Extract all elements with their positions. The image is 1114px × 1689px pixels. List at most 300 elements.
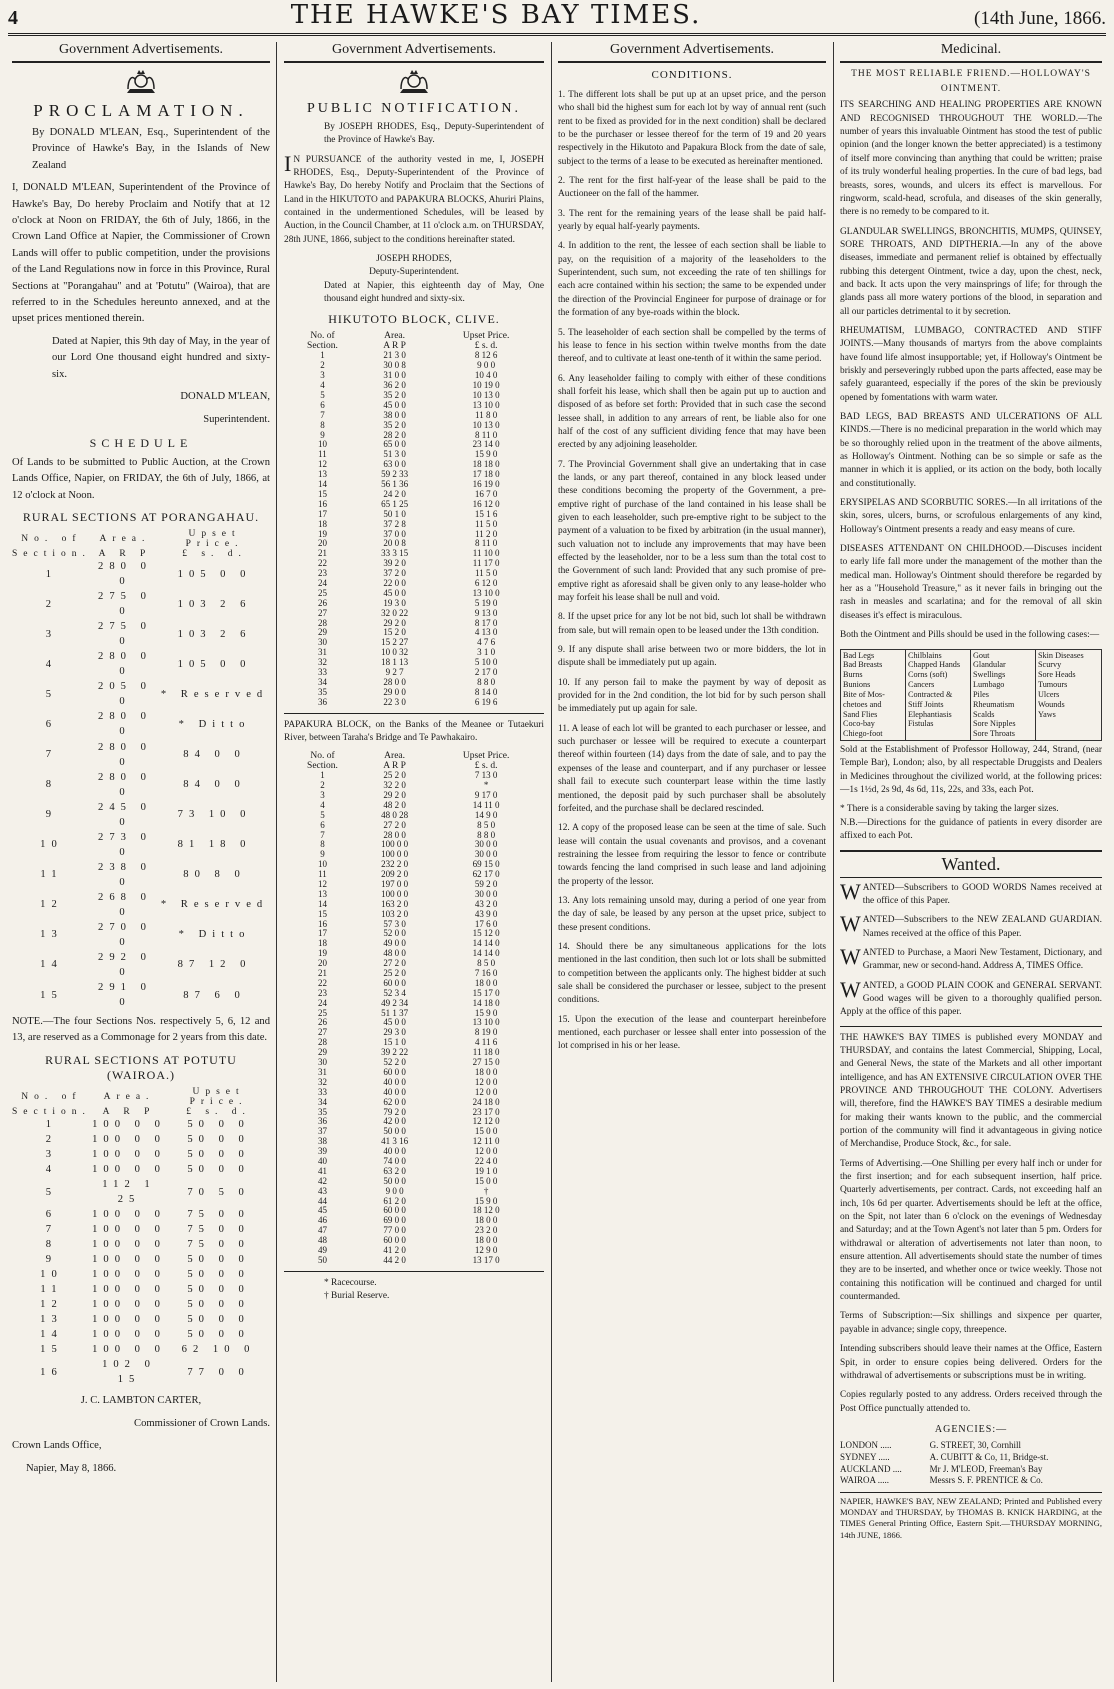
col-header: A R P bbox=[383, 761, 406, 772]
table-cell: 29 bbox=[317, 627, 327, 638]
table-cell: 23 bbox=[317, 987, 327, 998]
remedy-item: Wounds bbox=[1038, 699, 1065, 709]
table-cell: 59 2 33 bbox=[381, 469, 409, 480]
table-cell: 50 0 0 bbox=[383, 1175, 406, 1186]
table-cell: 48 2 0 bbox=[383, 799, 406, 810]
table-cell: 100 0 0 bbox=[92, 1163, 166, 1175]
times-notice-paragraph: THE HAWKE'S BAY TIMES is published every MONDAY and THURSDAY, and contains the latest Commercial, Shipping, Local, and General News, the state of the Markets and all other important intelligence, and has AN EXTENSIVE CIRCULATION OVER THE PROVINCE AND THROUGHOUT THE COLONY. Advertisers will, therefore, find the HAWKE'S BAY TIMES a desirable medium for making their wants known to the public, and the commercial portion of the community will find it advantageous in giving notice of Merchandise, Produce Stock, &c., for sale. bbox=[840, 1032, 1102, 1150]
table-cell: 7 bbox=[45, 1224, 58, 1236]
remedy-item: Sore Nipples bbox=[973, 719, 1016, 729]
col-header: No. of bbox=[21, 534, 82, 545]
col-header: A R P bbox=[102, 1106, 156, 1117]
table-cell: 15 bbox=[317, 488, 327, 499]
table-cell: 3 bbox=[45, 1148, 58, 1160]
table-cell: 10 19 0 bbox=[472, 380, 500, 391]
table-row bbox=[12, 980, 270, 1010]
table-cell: 24 bbox=[317, 577, 327, 588]
table-cell: 28 2 0 bbox=[383, 429, 406, 440]
table-cell: 100 0 0 bbox=[92, 1329, 166, 1341]
table-cell: 51 1 37 bbox=[381, 1007, 409, 1018]
proclamation-dated: Dated at Napier, this 9th day of May, in the year of our Lord One thousand eight hundred and sixty-six. bbox=[52, 335, 270, 380]
table-cell: 25 2 0 bbox=[383, 968, 406, 979]
table-cell: 73 10 0 bbox=[177, 809, 252, 821]
table-cell: 100 0 0 bbox=[92, 1133, 166, 1145]
table-cell: 10 bbox=[40, 839, 63, 851]
table-row bbox=[12, 1297, 270, 1312]
table-cell: 22 0 0 bbox=[383, 577, 406, 588]
remedy-item: Yaws bbox=[1038, 709, 1056, 719]
remedy-item: Cancers bbox=[908, 680, 935, 690]
royal-crest-icon bbox=[397, 69, 431, 95]
condition-item: 9. If any dispute shall arise between two or more bidders, the lot in dispute shall be immediately put up again. bbox=[558, 645, 826, 669]
times-notice-paragraph: Terms of Subscription:—Six shillings and sixpence per quarter, payable in advance; single copy, threepence. bbox=[840, 1311, 1102, 1335]
table-cell: 8 11 0 bbox=[475, 538, 498, 549]
table-cell: 280 0 0 bbox=[98, 711, 152, 738]
schedule-title: SCHEDULE bbox=[89, 435, 193, 450]
table-cell: 27 2 0 bbox=[383, 819, 406, 830]
table-cell: 14 18 0 bbox=[472, 997, 500, 1008]
remedy-column bbox=[841, 650, 906, 741]
table-row bbox=[12, 1207, 270, 1222]
table-cell: 37 0 0 bbox=[383, 528, 406, 539]
table-cell: 60 0 0 bbox=[383, 1205, 406, 1216]
table-cell: 12 bbox=[317, 459, 327, 470]
table-cell: 8 bbox=[45, 1239, 58, 1251]
table-cell: 7 bbox=[45, 749, 58, 761]
table-cell: 14 9 0 bbox=[474, 809, 498, 820]
table-cell: 280 0 0 bbox=[98, 771, 152, 798]
wanted-ad: WANTED—Subscribers to GOOD WORDS Names received at the office of this Paper. bbox=[840, 878, 1102, 906]
holloway-note-1: * There is a considerable saving by taking the larger sizes. bbox=[840, 804, 1059, 815]
table-cell: 48 0 28 bbox=[381, 809, 409, 820]
table-cell: 69 15 0 bbox=[472, 859, 500, 870]
table-cell: 8 5 0 bbox=[477, 819, 496, 830]
table-cell: 50 0 0 bbox=[383, 1126, 406, 1137]
remedy-item: Chilblains bbox=[908, 650, 942, 660]
table-cell: 18 bbox=[317, 938, 327, 949]
table-cell: 13 10 0 bbox=[472, 587, 500, 598]
table-cell: 50 0 0 bbox=[187, 1299, 250, 1311]
table-cell: 280 0 0 bbox=[98, 561, 152, 588]
col-header: £ s. d. bbox=[186, 1106, 251, 1117]
col-header: A R P bbox=[98, 549, 152, 560]
table-cell: 22 3 0 bbox=[383, 696, 406, 707]
table-row bbox=[284, 1256, 544, 1266]
table-cell: 4 bbox=[320, 799, 325, 810]
table-cell: 100 0 0 bbox=[92, 1209, 166, 1221]
table-cell: 15 bbox=[40, 989, 63, 1001]
table-cell: 12 bbox=[317, 879, 327, 890]
table-cell: 270 0 0 bbox=[98, 921, 152, 948]
column-heading: Government Advertisements. bbox=[12, 42, 270, 63]
potutu-heading: RURAL SECTIONS AT POTUTU (WAIROA.) bbox=[45, 1052, 237, 1082]
table-cell: 43 9 0 bbox=[474, 908, 498, 919]
table-cell: 7 13 0 bbox=[474, 770, 498, 781]
table-cell: 10 bbox=[317, 439, 327, 450]
table-cell: 9 bbox=[45, 1254, 58, 1266]
table-cell: 36 2 0 bbox=[383, 380, 406, 391]
table-cell: 50 0 0 bbox=[187, 1133, 250, 1145]
table-cell: 25 bbox=[317, 587, 327, 598]
table-cell: 12 0 0 bbox=[474, 1076, 498, 1087]
table-cell: 49 bbox=[317, 1244, 327, 1255]
table-cell: 44 bbox=[317, 1195, 327, 1206]
table-cell: 4 13 0 bbox=[474, 627, 498, 638]
table-cell: 49 2 34 bbox=[381, 997, 409, 1008]
table-cell: 100 0 0 bbox=[92, 1118, 166, 1130]
table-cell: 280 0 0 bbox=[98, 651, 152, 678]
table-cell: 18 0 0 bbox=[474, 1215, 498, 1226]
table-cell: 40 bbox=[317, 1155, 327, 1166]
remedy-item: Gout bbox=[973, 650, 990, 660]
table-cell: 15 12 0 bbox=[472, 928, 500, 939]
col-header: No. of bbox=[310, 331, 335, 342]
table-cell: 22 bbox=[317, 977, 327, 988]
table-cell: 62 17 0 bbox=[472, 869, 500, 880]
table-row bbox=[284, 698, 544, 708]
table-cell: 26 bbox=[317, 1017, 327, 1028]
table-cell: 238 0 0 bbox=[98, 861, 152, 888]
table-cell: 103 2 6 bbox=[177, 628, 252, 640]
table-cell: 65 0 0 bbox=[383, 439, 406, 450]
table-cell: 8 bbox=[320, 839, 325, 850]
table-cell: 36 bbox=[317, 696, 327, 707]
proclamation-signature-title: Superintendent. bbox=[203, 413, 270, 425]
table-cell: 38 bbox=[317, 1136, 327, 1147]
column-rule bbox=[276, 42, 277, 1682]
table-cell: 35 2 0 bbox=[383, 419, 406, 430]
condition-item: 13. Any lots remaining unsold may, during a period of one year from the day of sale, be leased by any person at the upset price, subject to these present conditions. bbox=[558, 895, 826, 933]
table-cell: 15 2 0 bbox=[383, 627, 406, 638]
table-cell: 15 9 0 bbox=[474, 449, 498, 460]
table-row bbox=[12, 1342, 270, 1357]
table-cell: 102 0 15 bbox=[102, 1359, 156, 1386]
table-cell: 59 2 0 bbox=[474, 879, 498, 890]
table-cell: 1 bbox=[320, 350, 325, 361]
table-cell: 9 2 7 bbox=[385, 666, 404, 677]
table-cell: 65 1 25 bbox=[381, 498, 409, 509]
condition-item: 8. If the upset price for any lot be not bid, such lot shall be withdrawn from sale, but will remain open to be leased under the 13th condition. bbox=[558, 612, 826, 636]
divider bbox=[284, 713, 544, 714]
col-header: No. of bbox=[21, 1091, 82, 1102]
table-cell: 2 bbox=[45, 598, 58, 610]
table-row bbox=[840, 1440, 1102, 1452]
table-cell: 100 0 0 bbox=[92, 1224, 166, 1236]
papakura-heading: PAPAKURA BLOCK, on the Banks of the Meanee or Tutaekuri River, between Taraha's Bridge and Te Pawhakairo. bbox=[284, 719, 544, 743]
table-cell: 10 13 0 bbox=[472, 419, 500, 430]
table-cell: 10 0 32 bbox=[381, 647, 409, 658]
column-heading: Medicinal. bbox=[840, 42, 1102, 63]
table-cell: 100 0 0 bbox=[381, 839, 409, 850]
table-cell: 205 0 0 bbox=[98, 681, 152, 708]
remedy-column bbox=[906, 650, 971, 741]
table-cell: 280 0 0 bbox=[98, 741, 152, 768]
table-cell: 70 5 0 bbox=[187, 1186, 250, 1198]
table-cell: 18 0 0 bbox=[474, 1235, 498, 1246]
table-cell: 79 2 0 bbox=[383, 1106, 406, 1117]
issue-date: (14th June, 1866. bbox=[974, 8, 1106, 29]
table-cell: 7 16 0 bbox=[474, 968, 498, 979]
table-cell: 29 0 0 bbox=[383, 686, 406, 697]
table-cell: 11 bbox=[318, 869, 327, 880]
times-notice bbox=[840, 1032, 1102, 1416]
remedy-item: Piles bbox=[973, 689, 989, 699]
table-cell: 9 bbox=[320, 849, 325, 860]
table-cell: 32 0 22 bbox=[381, 607, 409, 618]
table-cell: 105 0 0 bbox=[177, 568, 252, 580]
table-cell: 31 bbox=[317, 1066, 327, 1077]
table-row bbox=[12, 709, 270, 739]
remedy-item: Stiff Joints bbox=[908, 699, 944, 709]
times-notice-paragraph: Terms of Advertising.—One Shilling per every half inch or under for the first insertion; and for each subsequent insertion, half price. Quarterly advertisements, per contract. Cards, not exceeding half an inch, 10s 6d per quarter. Advertisements should be left at the office, on the Spit, not later than 6 o'clock on the evenings of Wednesday and Saturday; and at the Town Agent's not later than 5 pm. Orders for withdrawal or alteration of advertisements not later than noon, to ensure attention. All advertisements should state the number of times they are to be inserted, and whether once or twice weekly. Those not containing this notification will be continued and charged for until countermanded. bbox=[840, 1158, 1102, 1303]
table-cell: 1 bbox=[45, 568, 58, 580]
notification-dated: Dated at Napier, this eighteenth day of May, One thousand eight hundred and sixty-six. bbox=[324, 280, 544, 305]
table-cell: 42 0 0 bbox=[383, 1116, 406, 1127]
col-header: Area. bbox=[103, 1091, 155, 1102]
table-cell: 4 bbox=[45, 658, 58, 670]
divider bbox=[284, 1271, 544, 1272]
condition-item: 15. Upon the execution of the lease and counterpart hereinbefore mentioned, each purchaser or lessee shall enter into possession of the lot comprised in his or her lease. bbox=[558, 1014, 826, 1052]
table-cell: Mr J. M'LEOD, Freeman's Bay bbox=[929, 1463, 1043, 1474]
table-cell: 19 bbox=[317, 528, 327, 539]
table-cell: 245 0 0 bbox=[98, 801, 152, 828]
table-cell: 275 0 0 bbox=[98, 591, 152, 618]
holloway-paragraph: BAD LEGS, BAD BREASTS AND ULCERATIONS OF ALL KINDS.—There is no medicinal preparation in the world which may be so thoroughly relied upon in the treatment of the above ailments, as Holloway's Ointment. Nothing can be so simple or safe as the manner in which it is applied, or its action on the body, both locally and constitutionally. bbox=[840, 412, 1102, 489]
table-cell: 41 bbox=[317, 1165, 327, 1176]
table-cell: 14 bbox=[317, 898, 327, 909]
table-cell: 8 19 0 bbox=[474, 1027, 498, 1038]
table-cell: 9 bbox=[45, 809, 58, 821]
table-cell: 48 0 0 bbox=[383, 948, 406, 959]
table-cell: 12 0 0 bbox=[474, 1146, 498, 1157]
table-cell: 5 bbox=[320, 390, 325, 401]
porangahau-table bbox=[12, 529, 270, 1010]
table-cell: 35 bbox=[317, 686, 327, 697]
table-cell: 15 bbox=[317, 908, 327, 919]
table-cell: 21 bbox=[317, 548, 327, 559]
table-cell: 11 5 0 bbox=[475, 568, 498, 579]
table-cell: 40 0 0 bbox=[383, 1146, 406, 1157]
potutu-table bbox=[12, 1087, 270, 1388]
table-cell: 16 19 0 bbox=[472, 479, 500, 490]
table-cell: 103 2 6 bbox=[177, 598, 252, 610]
table-cell: 22 bbox=[317, 558, 327, 569]
table-cell: 35 2 0 bbox=[383, 390, 406, 401]
table-cell: 84 0 0 bbox=[183, 779, 246, 791]
table-cell: 10 bbox=[40, 1269, 63, 1281]
table-cell: 31 0 0 bbox=[383, 370, 406, 381]
table-cell: 50 1 0 bbox=[383, 508, 406, 519]
table-cell: 112 1 25 bbox=[102, 1179, 156, 1206]
table-cell: 52 3 4 bbox=[383, 987, 406, 998]
wanted-ad: WANTED to Purchase, a Maori New Testament, Dictionary, and Grammar, new or second-hand. Address A, TIMES Office. bbox=[840, 943, 1102, 972]
condition-item: 4. In addition to the rent, the lessee of each section shall be liable to pay, on the requisition of a majority of the leaseholders to the Superintendent, such sum, not exceeding the rate of ten shillings for each acre contained within his section; the same to be expended under the direction of the Provincial Engineer for purpose of drainage or for the formation of any bye-roads within the block. bbox=[558, 241, 826, 319]
condition-item: 6. Any leaseholder failing to comply with either of these conditions shall forfeit his lease, which shall then be again put up to auction and disposed of as before set forth: Provided that in such case the second lessee shall, in addition to any arrears of rent, be liable also for one half of the cost of any sufficient dividing fence that may have been erected by any adjoining leaseholder. bbox=[558, 373, 826, 451]
table-row bbox=[12, 619, 270, 649]
table-cell: 9 17 0 bbox=[474, 790, 498, 800]
table-cell: 4 7 6 bbox=[477, 637, 496, 648]
table-cell: 6 bbox=[320, 819, 325, 830]
table-cell: 84 0 0 bbox=[183, 749, 246, 761]
holloway-paragraph: GLANDULAR SWELLINGS, BRONCHITIS, MUMPS, QUINSEY, SORE THROATS, AND DIPTHERIA.—In any of the above diseases, immediate and permanent relief is obtained by effectually rubbing this detergent Ointment, twice a day, upon the chest, neck, and back. It acts upon the very mainsprings of life; for through the glands pass all more watery portions of the blood, in separation and all our particles detrimental to it by secretion. bbox=[840, 226, 1102, 317]
table-cell: 50 0 0 bbox=[187, 1163, 250, 1175]
remedy-item: Lumbago bbox=[973, 680, 1005, 690]
table-cell: † bbox=[483, 1185, 489, 1196]
holloway-uses-intro: Both the Ointment and Pills should be used in the following cases:— bbox=[840, 630, 1100, 641]
table-cell: 45 0 0 bbox=[383, 1017, 406, 1028]
table-row bbox=[12, 589, 270, 619]
table-cell: 268 0 0 bbox=[98, 891, 152, 918]
table-cell: 13 10 0 bbox=[472, 399, 500, 410]
table-cell: 57 3 0 bbox=[383, 918, 406, 929]
table-cell: 16 12 0 bbox=[472, 498, 500, 509]
table-row bbox=[12, 649, 270, 679]
table-cell: 33 3 15 bbox=[381, 548, 409, 559]
table-cell: 11 8 0 bbox=[475, 409, 498, 420]
table-row bbox=[12, 1357, 270, 1387]
table-cell: 14 bbox=[40, 959, 63, 971]
condition-item: 10. If any person fail to make the payment by way of deposit as provided for in the 2nd condition, the lot bid for by such person shall be immediately put up again for sale. bbox=[558, 677, 826, 715]
table-cell: 75 0 0 bbox=[187, 1224, 250, 1236]
table-cell: 5 bbox=[45, 1186, 58, 1198]
column-1 bbox=[8, 42, 274, 1682]
table-cell: 45 0 0 bbox=[383, 399, 406, 410]
column-4 bbox=[836, 42, 1106, 1682]
proclamation-body: I, DONALD M'LEAN, Superintendent of the Province of Hawke's Bay, Do hereby Proclaim and Notify that at 12 o'clock at Noon on FRIDAY, the 6th of July, 1866, in the Crown Land Office at Napier, the Commissioner of Crown Lands will offer to public competition, under the provisions of the Land Regulations now in force in this Province, Rural Sections at "Porangahau" and at 'Potutu" (Wairoa), that are referred to in the Schedules hereunto annexed, and at the upset prices mentioned therein. bbox=[12, 182, 270, 325]
table-cell: 56 1 36 bbox=[381, 479, 409, 490]
table-cell: 24 bbox=[317, 997, 327, 1008]
table-cell: 48 bbox=[317, 1235, 327, 1246]
table-cell: 22 4 0 bbox=[474, 1155, 498, 1166]
table-cell: 24 2 0 bbox=[383, 488, 406, 499]
table-cell: 18 18 0 bbox=[472, 459, 500, 470]
table-row bbox=[12, 1147, 270, 1162]
table-cell: 40 0 0 bbox=[383, 1076, 406, 1087]
table-cell: * bbox=[483, 780, 489, 791]
col-header: Upset Price. bbox=[462, 751, 510, 762]
table-cell: * Reserved bbox=[160, 688, 269, 700]
remedy-item: Bad Legs bbox=[843, 650, 875, 660]
table-cell: 16 bbox=[317, 918, 327, 929]
table-cell: 16 bbox=[40, 1366, 63, 1378]
table-cell: 45 bbox=[317, 1205, 327, 1216]
notification-signature-title: Deputy-Superintendent. bbox=[369, 267, 459, 278]
col-header: Upset Price. bbox=[462, 331, 510, 342]
table-cell: 11 17 0 bbox=[472, 558, 500, 569]
table-cell: 50 0 0 bbox=[187, 1148, 250, 1160]
table-cell: 100 0 0 bbox=[92, 1239, 166, 1251]
table-cell: 32 bbox=[317, 1076, 327, 1087]
table-cell: 11 5 0 bbox=[475, 518, 498, 529]
table-cell: 44 2 0 bbox=[383, 1254, 406, 1265]
condition-item: 5. The leaseholder of each section shall be compelled by the terms of his lease to fence in his section within twelve months from the date thereof, and to cultivate at least one-tenth of it within the same period. bbox=[558, 327, 826, 365]
table-row bbox=[12, 950, 270, 980]
table-cell: 13 bbox=[317, 888, 327, 899]
table-cell: 8 12 6 bbox=[474, 350, 498, 361]
table-cell: 8 17 0 bbox=[474, 617, 498, 628]
holloway-paragraph: RHEUMATISM, LUMBAGO, CONTRACTED AND STIFF JOINTS.—Many thousands of martyrs from the above complaints have found life almost insupportable; yet, if Holloway's Ointment be briskly and perseveringly rubbed upon the parts affected, ease may be safely guaranteed, especially if the pores of the skin be previously opened by fomentations with warm water. bbox=[840, 325, 1102, 403]
remedy-item: Scurvy bbox=[1038, 660, 1062, 670]
table-cell: * Reserved bbox=[160, 899, 269, 911]
table-cell: 28 bbox=[317, 1037, 327, 1048]
table-cell: 23 bbox=[317, 568, 327, 579]
col-header: £ s. d. bbox=[182, 549, 247, 560]
column-3 bbox=[554, 42, 830, 1682]
table-cell: 4 bbox=[45, 1163, 58, 1175]
table-cell: 43 bbox=[317, 1185, 327, 1196]
table-cell: 18 12 0 bbox=[472, 1205, 500, 1216]
table-cell: 30 0 0 bbox=[474, 888, 498, 899]
table-cell: 17 6 0 bbox=[474, 918, 498, 929]
table-cell: 9 bbox=[320, 429, 325, 440]
condition-item: 2. The rent for the first half-year of the lease shall be paid to the Auctioneer on the fall of the hammer. bbox=[558, 176, 826, 200]
table-cell: 41 3 16 bbox=[381, 1136, 409, 1147]
table-cell: 4 bbox=[320, 380, 325, 391]
column-heading: Government Advertisements. bbox=[558, 42, 826, 63]
table-cell: Messrs S. F. PRENTICE & Co. bbox=[929, 1475, 1043, 1486]
table-cell: 52 2 0 bbox=[383, 1057, 406, 1068]
col-header: Area. bbox=[384, 751, 406, 762]
table-cell: 62 0 0 bbox=[383, 1096, 406, 1107]
table-cell: 14 bbox=[317, 479, 327, 490]
remedy-item: Sore Heads bbox=[1038, 670, 1076, 680]
table-cell: 13 10 0 bbox=[472, 1017, 500, 1028]
column-heading: Government Advertisements. bbox=[284, 42, 544, 63]
notification-body: IN PURSUANCE of the authority vested in me, I, JOSEPH RHODES, Esq., Deputy-Superintendent of the Province of Hawke's Bay, Do hereby Notify and Proclaim that the Sections of Land in the HIKUTOTO and PAPAKURA BLOCKS, Ahuriri Plains, contained in the undermentioned Schedules, will be leased by Auction, in the Council Chamber, at 11 o'clock a.m. on THURSDAY, 28th JUNE, 1866, subject to the conditions hereinafter stated. bbox=[284, 150, 544, 245]
table-cell: 12 9 0 bbox=[474, 1244, 498, 1255]
table-cell: 8 bbox=[45, 779, 58, 791]
notification-signature: JOSEPH RHODES, bbox=[376, 254, 452, 265]
remedy-item: Scalds bbox=[973, 709, 995, 719]
table-cell: 34 bbox=[317, 676, 327, 687]
table-cell: 2 bbox=[45, 1133, 58, 1145]
table-cell: 11 bbox=[40, 869, 63, 881]
table-cell: 13 bbox=[40, 1314, 63, 1326]
remedy-item: Bunions bbox=[843, 680, 871, 690]
table-cell: 27 bbox=[317, 1027, 327, 1038]
table-cell: 39 bbox=[317, 1146, 327, 1157]
table-row bbox=[12, 1312, 270, 1327]
remedy-column bbox=[1036, 650, 1101, 741]
table-cell: * Ditto bbox=[178, 718, 251, 730]
col-header: Section. bbox=[307, 761, 338, 772]
table-cell: 100 0 0 bbox=[92, 1299, 166, 1311]
crown-lands-date: Napier, May 8, 1866. bbox=[26, 1462, 117, 1474]
table-cell: 60 0 0 bbox=[383, 977, 406, 988]
table-cell: 12 bbox=[40, 899, 63, 911]
table-cell: 24 18 0 bbox=[472, 1096, 500, 1107]
remedy-item: Rheumatism bbox=[973, 699, 1015, 709]
table-cell: 50 0 0 bbox=[187, 1118, 250, 1130]
table-cell: 32 bbox=[317, 657, 327, 668]
table-cell: 8 bbox=[320, 419, 325, 430]
table-cell: 35 bbox=[317, 1106, 327, 1117]
table-cell: 39 2 22 bbox=[381, 1047, 409, 1058]
remedy-item: Glandular Swellings bbox=[973, 660, 1006, 680]
table-row bbox=[12, 1222, 270, 1237]
table-row bbox=[12, 1267, 270, 1282]
col-header: Section. bbox=[307, 341, 338, 352]
table-cell: 12 bbox=[40, 1299, 63, 1311]
table-cell: 15 2 27 bbox=[381, 637, 409, 648]
agencies-heading: AGENCIES:— bbox=[934, 1423, 1008, 1435]
col-header: A R P bbox=[383, 341, 406, 352]
table-row bbox=[12, 1117, 270, 1132]
table-cell: 63 0 0 bbox=[383, 459, 406, 470]
table-cell: 8 8 0 bbox=[477, 676, 496, 687]
table-cell: 11 10 0 bbox=[472, 548, 500, 559]
wanted-ad: WANTED, a GOOD PLAIN COOK and GENERAL SERVANT. Good wages will be given to a thoroughly qualified person. Apply at the office of this paper. bbox=[840, 976, 1102, 1018]
